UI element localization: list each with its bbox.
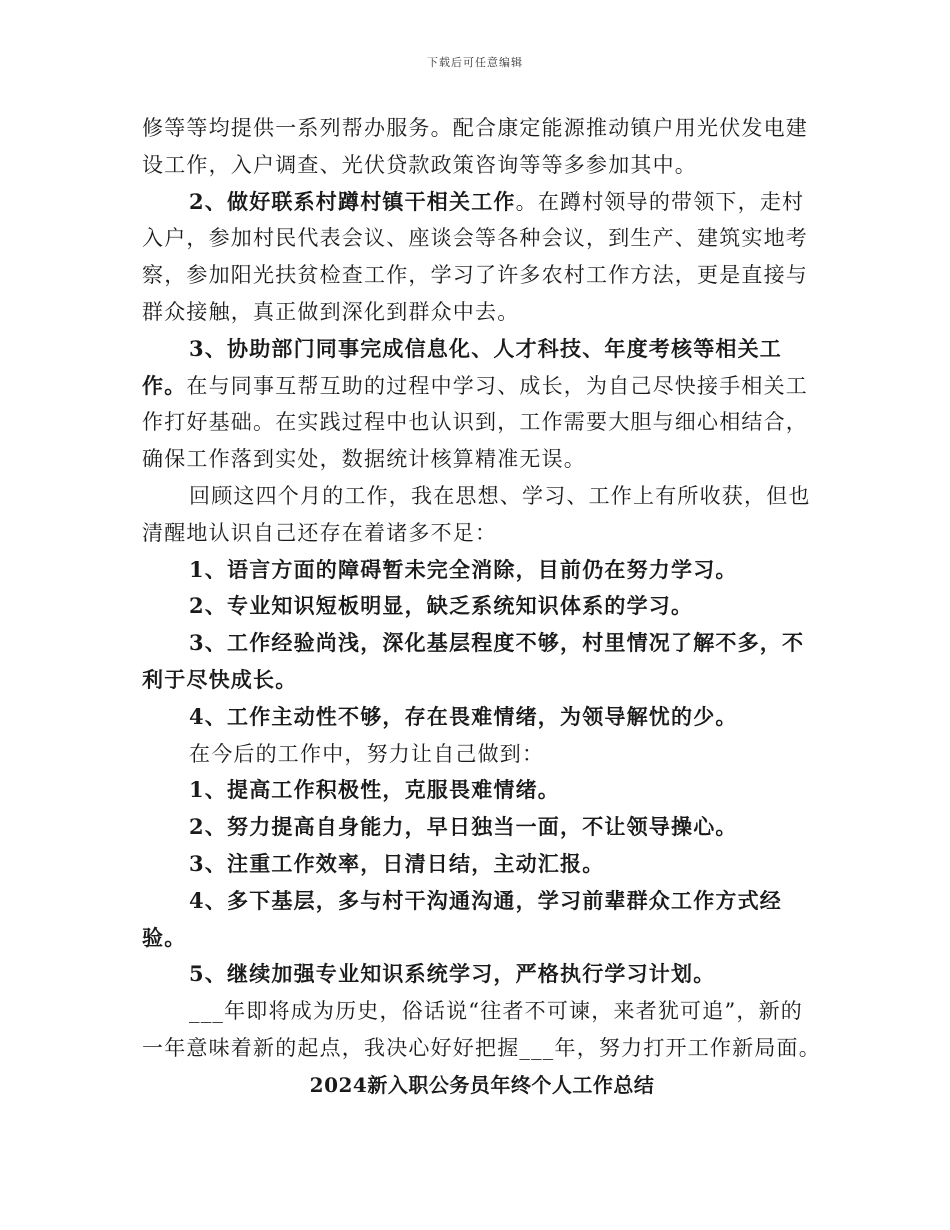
goal-4: 4、多下基层，多与村干沟通沟通，学习前辈群众工作方式经验。 (142, 887, 783, 950)
shortcoming-1: 1、语言方面的障碍暂未完全消除，目前仍在努力学习。 (189, 556, 738, 582)
shortcoming-4: 4、工作主动性不够，存在畏难情绪，为领导解忧的少。 (189, 703, 738, 729)
year-blank-1: ___ (189, 999, 225, 1024)
paragraph-5: 在今后的工作中，努力让自己做到： (189, 741, 545, 766)
document-title: 2024新入职公务员年终个人工作总结 (309, 1072, 655, 1097)
goal-3: 3、注重工作效率，日清日结，主动汇报。 (189, 850, 605, 876)
goal-5: 5、继续加强专业知识系统学习，严格执行学习计划。 (189, 961, 716, 987)
paragraph-6 (142, 993, 822, 1067)
paragraph-3 (142, 331, 822, 478)
paragraph-6-text-b: 年，努力打开工作新局面。 (554, 1035, 821, 1060)
paragraph-3-text: 在与同事互帮互助的过程中学习、成长，为自己尽快接手相关工作打好基础。在实践过程中也认识到，工作需要大胆与细心相结合，确保工作落到实处，数据统计核算精准无误。 (142, 373, 809, 472)
shortcoming-3: 3、工作经验尚浅，深化基层程度不够，村里情况了解不多，不利于尽快成长。 (142, 630, 805, 692)
goal-1: 1、提高工作积极性，克服畏难情绪。 (189, 777, 561, 803)
shortcoming-2: 2、专业知识短板明显，缺乏系统知识体系的学习。 (189, 593, 694, 619)
goal-2: 2、努力提高自身能力，早日独当一面，不让领导操心。 (189, 814, 738, 840)
document-body (142, 110, 822, 1104)
page-header: 下载后可任意编辑 (427, 56, 523, 69)
paragraph-3-heading: 3、协助部门同事完成信息化、人才科技、年度考核等相关工作。 (142, 335, 783, 398)
paragraph-2-heading: 2、做好联系村蹲村镇干相关工作 (189, 188, 516, 214)
year-blank-2: ___ (519, 1035, 555, 1060)
paragraph-1: 修等等均提供一系列帮办服务。配合康定能源推动镇户用光伏发电建设工作，入户调查、光伏贷款政策咨询等等多参加其中。 (142, 116, 808, 177)
paragraph-2-text: 。在蹲村领导的带领下，走村入户，参加村民代表会议、座谈会等各种会议，到生产、建筑实地考察，参加阳光扶贫检查工作，学习了许多农村工作方法，更是直接与群众接触，真正做到深化到群众中去。 (142, 189, 808, 324)
paragraph-6-text-a: 年即将成为历史，俗话说“往者不可谏，来者犹可追”，新的一年意味着新的起点，我决心好好把握 (142, 999, 803, 1060)
paragraph-4: 回顾这四个月的工作，我在思想、学习、工作上有所收获，但也清醒地认识自己还存在着诸多不足： (142, 483, 811, 545)
paragraph-2 (142, 184, 822, 331)
